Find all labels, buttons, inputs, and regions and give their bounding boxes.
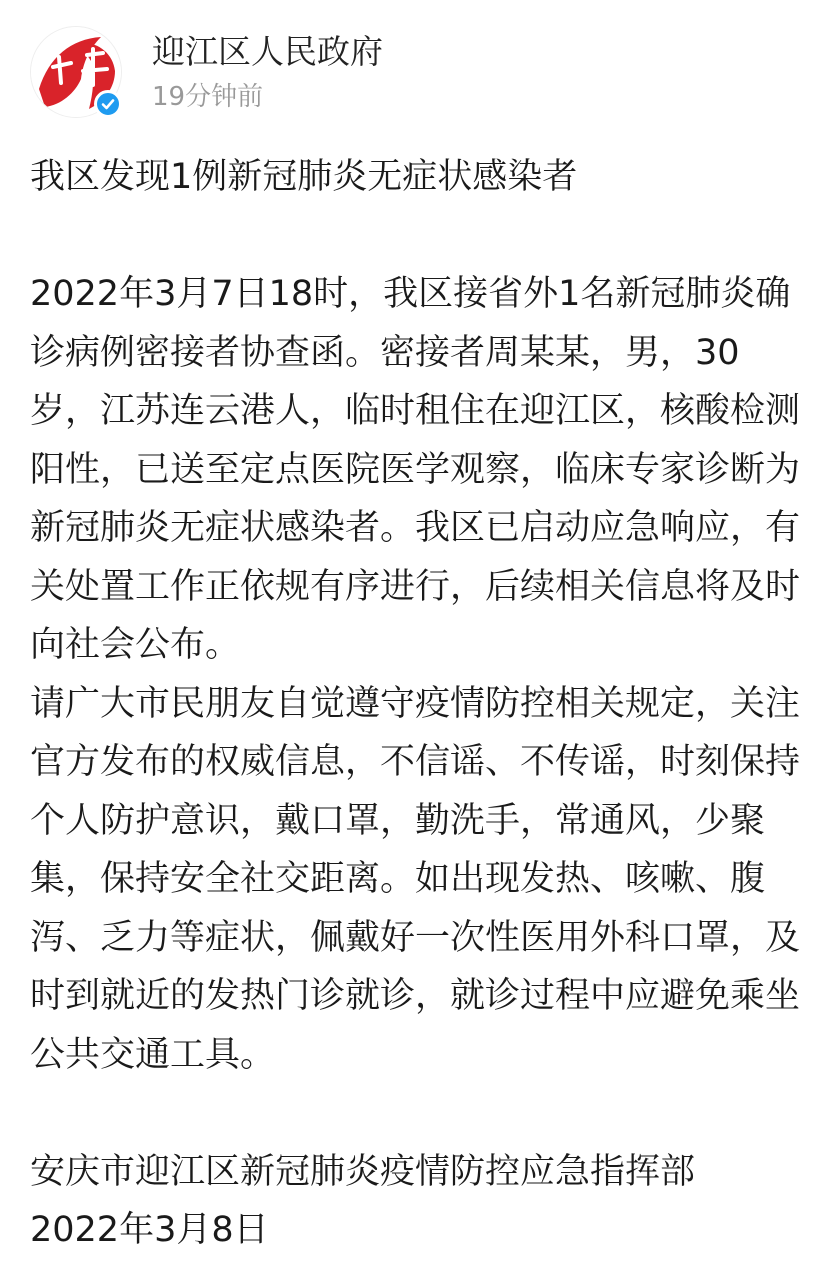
post-header [30, 26, 790, 122]
post-title: 我区发现1例新冠肺炎无症状感染者 [30, 157, 578, 197]
post-time: 19分钟前 [152, 82, 264, 112]
account-name[interactable]: 迎江区人民政府 [152, 32, 383, 71]
post-signature: 安庆市迎江区新冠肺炎疫情防控应急指挥部 [30, 1151, 696, 1192]
verified-check-icon [94, 90, 122, 118]
post-date: 2022年3月8日 [30, 1210, 269, 1250]
post-paragraph-2: 请广大市民朋友自觉遵守疫情防控相关规定，关注官方发布的权威信息，不信谣、不传谣，时刻保持个人防护意识，戴口罩，勤洗手，常通风，少聚集，保持安全社交距离。如出现发热、咳嗽、腹泻、乏力等症状，佩戴好一次性医用外科口罩，及时到就近的发热门诊就诊，就诊过程中应避免乘坐公共交通工具。 [30, 683, 801, 1075]
blank-line [30, 207, 800, 266]
post-body [30, 148, 800, 1260]
post-paragraph-1: 2022年3月7日18时，我区接省外1名新冠肺炎确诊病例密接者协查函。密接者周某某，男，30岁，江苏连云港人，临时租住在迎江区，核酸检测阳性，已送至定点医院医学观察，临床专家诊断为新冠肺炎无症状感染者。我区已启动应急响应，有关处置工作正依规有序进行，后续相关信息将及时向社会公布。 [30, 274, 801, 665]
blank-line [30, 1084, 800, 1143]
